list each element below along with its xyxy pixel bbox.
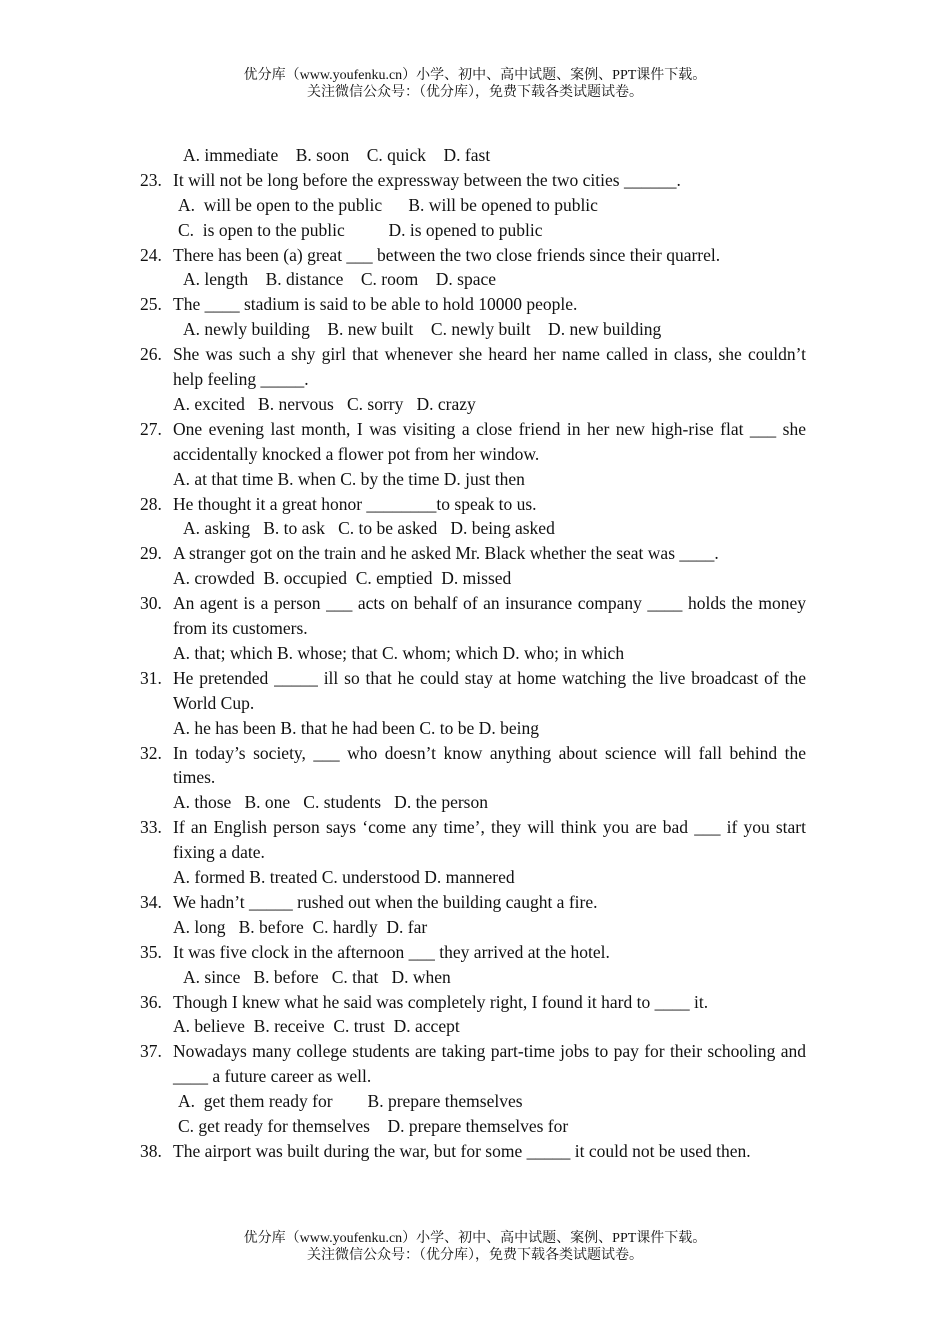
q26-options: A. excited B. nervous C. sorry D. crazy xyxy=(173,393,476,414)
question-number: 29. xyxy=(140,543,162,564)
q23-options-2: C. is open to the public D. is opened to public xyxy=(178,219,543,240)
q34-options: A. long B. before C. hardly D. far xyxy=(173,916,428,937)
question-text: A stranger got on the train and he asked Mr. Black whether the seat was ____. xyxy=(173,543,719,564)
question-25 xyxy=(140,292,806,317)
q36-options: A. believe B. receive C. trust D. accept xyxy=(173,1016,460,1037)
question-number: 32. xyxy=(140,742,162,763)
question-30 xyxy=(140,591,806,641)
question-text: The airport was built during the war, but for some _____ it could not be used then. xyxy=(173,1140,751,1161)
q24-options: A. length B. distance C. room D. space xyxy=(183,269,497,290)
q37-options-2: C. get ready for themselves D. prepare themselves for xyxy=(178,1116,569,1137)
question-text: He thought it a great honor ________to speak to us. xyxy=(173,493,537,514)
q28-options: A. asking B. to ask C. to be asked D. being asked xyxy=(183,518,555,539)
q25-options: A. newly building B. new built C. newly built D. new building xyxy=(183,319,662,340)
question-36 xyxy=(140,990,806,1015)
q31-options: A. he has been B. that he had been C. to be D. being xyxy=(173,717,539,738)
question-text: There has been (a) great ___ between the two close friends since their quarrel. xyxy=(173,244,721,265)
question-text: He pretended _____ ill so that he could stay at home watching the live broadcast of the World Cup. xyxy=(173,667,806,713)
q29-options: A. crowded B. occupied C. emptied D. missed xyxy=(173,568,512,589)
question-28 xyxy=(140,492,806,517)
question-26 xyxy=(140,342,806,392)
question-text: If an English person says ‘come any time’, they will think you are bad ___ if you start fixing a date. xyxy=(173,817,806,863)
question-number: 27. xyxy=(140,418,162,439)
question-text: She was such a shy girl that whenever she heard her name called in class, she couldn’t help feeling _____. xyxy=(173,344,806,390)
header-line-2: 关注微信公众号：（优分库），免费下载各类试题试卷。 xyxy=(307,85,643,100)
q32-options: A. those B. one C. students D. the person xyxy=(173,792,488,813)
question-text: An agent is a person ___ acts on behalf of an insurance company ____ holds the money from its customers. xyxy=(173,593,806,639)
question-number: 33. xyxy=(140,817,162,838)
q33-options: A. formed B. treated C. understood D. mannered xyxy=(173,867,515,888)
question-32 xyxy=(140,741,806,791)
question-number: 37. xyxy=(140,1041,162,1062)
question-number: 24. xyxy=(140,244,162,265)
question-24 xyxy=(140,243,806,268)
footer-line-2: 关注微信公众号：（优分库），免费下载各类试题试卷。 xyxy=(307,1248,643,1263)
question-34 xyxy=(140,890,806,915)
question-text: It was five clock in the afternoon ___ they arrived at the hotel. xyxy=(173,941,610,962)
question-29 xyxy=(140,541,806,566)
question-text: In today’s society, ___ who doesn’t know anything about science will fall behind the times. xyxy=(173,742,806,788)
page-footer xyxy=(0,1230,950,1264)
q35-options: A. since B. before C. that D. when xyxy=(183,966,451,987)
question-27 xyxy=(140,417,806,467)
question-number: 35. xyxy=(140,941,162,962)
question-text: Nowadays many college students are taking part-time jobs to pay for their schooling and ____ a future career as well. xyxy=(173,1041,806,1087)
q30-options: A. that; which B. whose; that C. whom; which D. who; in which xyxy=(173,642,625,663)
question-number: 31. xyxy=(140,667,162,688)
question-33 xyxy=(140,815,806,865)
question-text: The ____ stadium is said to be able to hold 10000 people. xyxy=(173,294,578,315)
question-number: 36. xyxy=(140,991,162,1012)
question-number: 23. xyxy=(140,169,162,190)
question-number: 34. xyxy=(140,891,162,912)
header-line-1: 优分库（www.youfenku.cn）小学、初中、高中试题、案例、PPT课件下载。 xyxy=(243,68,707,83)
question-number: 28. xyxy=(140,493,162,514)
question-37 xyxy=(140,1039,806,1089)
question-text: One evening last month, I was visiting a close friend in her new high-rise flat ___ she accidentally knocked a flower pot from her window. xyxy=(173,418,806,464)
question-number: 26. xyxy=(140,344,162,365)
question-text: Though I knew what he said was completely right, I found it hard to ____ it. xyxy=(173,991,709,1012)
question-number: 25. xyxy=(140,294,162,315)
page-header xyxy=(0,67,950,101)
question-23 xyxy=(140,168,806,193)
question-text: It will not be long before the expressway between the two cities ______. xyxy=(173,169,681,190)
question-number: 38. xyxy=(140,1140,162,1161)
q23-options-1: A. will be open to the public B. will be opened to public xyxy=(178,194,598,215)
question-list xyxy=(140,143,806,1164)
question-38 xyxy=(140,1139,806,1164)
q37-options-1: A. get them ready for B. prepare themselves xyxy=(178,1091,523,1112)
footer-line-1: 优分库（www.youfenku.cn）小学、初中、高中试题、案例、PPT课件下载。 xyxy=(243,1231,707,1246)
question-31 xyxy=(140,666,806,716)
question-number: 30. xyxy=(140,593,162,614)
question-text: We hadn’t _____ rushed out when the building caught a fire. xyxy=(173,891,598,912)
q27-options: A. at that time B. when C. by the time D. just then xyxy=(173,468,525,489)
q22-options: A. immediate B. soon C. quick D. fast xyxy=(183,145,491,165)
question-35 xyxy=(140,940,806,965)
